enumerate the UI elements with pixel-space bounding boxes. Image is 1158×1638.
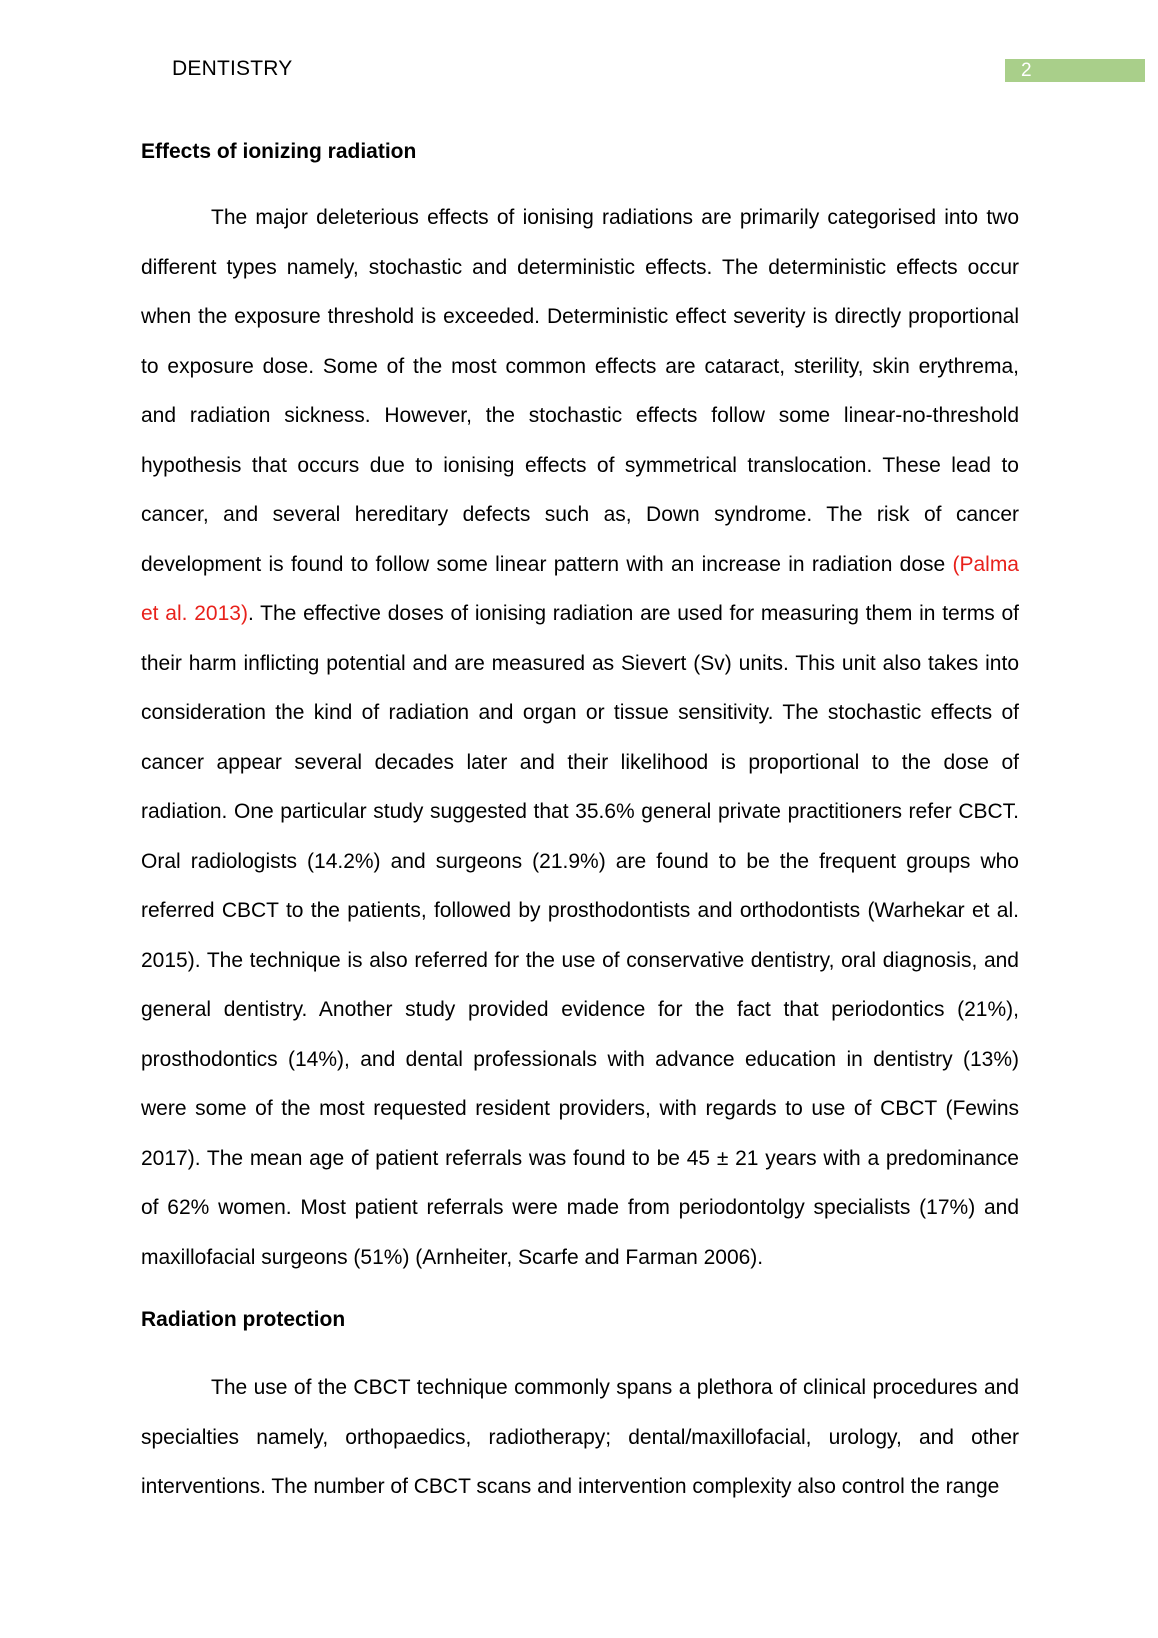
paragraph-text: The major deleterious effects of ionising radiations are primarily categorised into two different types namely, stochastic and deterministic effects. The deterministic effects occur when the exposure threshold is exceeded. Deterministic effect severity is directly proportional to exposure dose. Some of the most common effects are cataract, sterility, skin erythrema, and radiation sickness. However, the stochastic effects follow some linear-no-threshold hypothesis that occurs due to ionising effects of symmetrical translocation. These lead to cancer, and several hereditary defects such as, Down syndrome. The risk of cancer development is found to follow some linear pattern with an increase in radiation dose bbox=[141, 206, 1019, 576]
section-heading: Effects of ionizing radiation bbox=[141, 140, 417, 163]
citation-link[interactable]: (Palma et al. 2013) bbox=[141, 552, 1019, 625]
paragraph-text: . The effective doses of ionising radiation are used for measuring them in terms of their harm inflicting potential and are measured as Sievert (Sv) units. This unit also takes into consideration the kind of radiation and organ or tissue sensitivity. The stochastic effects of cancer appear several decades later and their likelihood is proportional to the dose of radiation. One particular study suggested that 35.6% general private practitioners refer CBCT. Oral radiologists (14.2%) and surgeons (21.9%) are found to be the frequent groups who referred CBCT to the patients, followed by prosthodontists and orthodontists (Warhekar et al. 2015). The technique is also referred for the use of conservative dentistry, oral diagnosis, and general dentistry. Another study provided evidence for the fact that periodontics (21%), prosthodontics (14%), and dental professionals with advance education in dentistry (13%) were some of the most requested resident providers, with regards to use of CBCT (Fewins 2017). The mean age of patient referrals was found to be 45 ± 21 years with a predominance of 62% women. Most patient referrals were made from periodontolgy specialists (17%) and maxillofacial surgeons (51%) (Arnheiter, Scarfe and Farman 2006). bbox=[141, 602, 1019, 1269]
page-number: 2 bbox=[1005, 59, 1145, 82]
body-paragraph: The use of the CBCT technique commonly spans a plethora of clinical procedures and specialties namely, orthopaedics, radiotherapy; dental/maxillofacial, urology, and other interventions. The number of CBCT scans and intervention complexity also control the range bbox=[141, 1376, 1019, 1498]
section-heading: Radiation protection bbox=[141, 1308, 346, 1331]
body-paragraph bbox=[141, 193, 1019, 1282]
running-head: DENTISTRY bbox=[172, 57, 293, 80]
